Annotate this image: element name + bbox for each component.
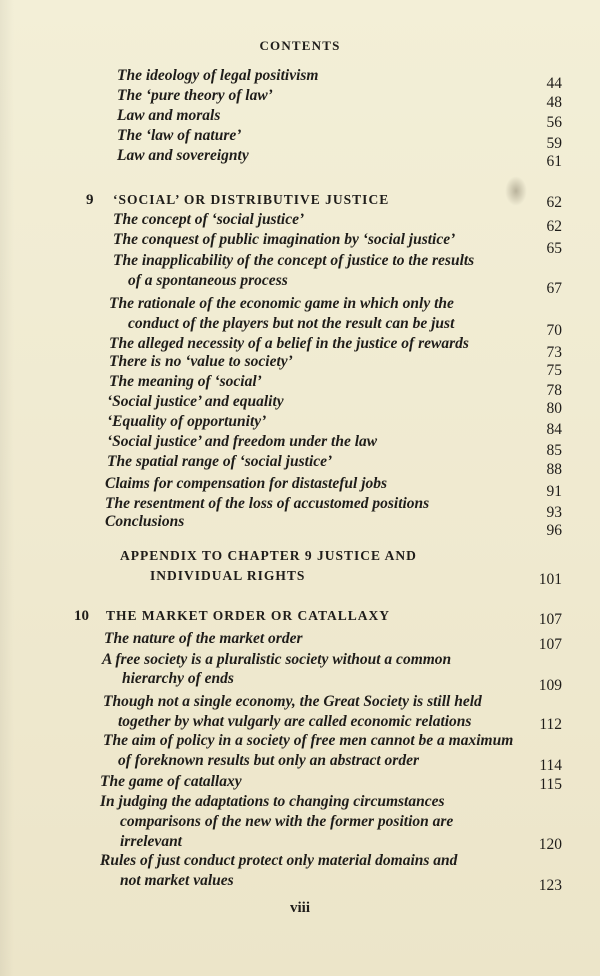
appendix-title-continued: INDIVIDUAL RIGHTS [150, 568, 306, 583]
chapter-number: 10 [74, 608, 89, 624]
toc-page-number: 115 [539, 776, 562, 793]
chapter-title: ‘SOCIAL’ OR DISTRIBUTIVE JUSTICE [113, 192, 390, 207]
toc-entry-continued: hierarchy of ends [122, 670, 234, 687]
toc-page-number: 70 [546, 322, 562, 339]
toc-entry-continued: not market values [120, 872, 234, 889]
toc-entry: The conquest of public imagination by ‘social justice’ [113, 231, 456, 248]
toc-page-number: 78 [546, 382, 562, 399]
toc-entry: The resentment of the loss of accustomed positions [105, 495, 430, 512]
toc-entry: ‘Social justice’ and freedom under the law [107, 433, 378, 450]
toc-entry: The ‘law of nature’ [117, 127, 242, 144]
toc-page-number: 80 [546, 400, 562, 417]
toc-entry: The spatial range of ‘social justice’ [107, 453, 333, 470]
chapter-page-number: 62 [546, 194, 562, 211]
toc-entry: A free society is a pluralistic society without a common [102, 651, 452, 668]
toc-entry-continued: conduct of the players but not the result can be just [128, 315, 455, 332]
toc-page-number: 44 [546, 75, 562, 92]
toc-entry: The ‘pure theory of law’ [117, 87, 273, 104]
toc-page-number: 59 [546, 135, 562, 152]
toc-page-number: 114 [539, 757, 562, 774]
toc-page-number: 91 [546, 483, 562, 500]
toc-entry: ‘Equality of opportunity’ [107, 413, 267, 430]
chapter-page-number: 107 [538, 611, 562, 628]
toc-entry-continued: together by what vulgarly are called economic relations [118, 713, 472, 730]
toc-entry: The nature of the market order [104, 630, 303, 647]
toc-page-number: 88 [546, 461, 562, 478]
folio-page-number: viii [289, 900, 310, 916]
toc-entry: The ideology of legal positivism [117, 67, 319, 84]
toc-entry: Rules of just conduct protect only material domains and [100, 852, 458, 869]
toc-page-number: 96 [546, 522, 562, 539]
toc-page-number: 107 [538, 636, 562, 653]
toc-page-number: 67 [546, 280, 562, 297]
toc-page-number: 61 [546, 153, 562, 170]
toc-page-number: 112 [539, 716, 562, 733]
toc-entry: There is no ‘value to society’ [109, 353, 293, 370]
toc-page-number: 62 [546, 218, 562, 235]
toc-entry: Though not a single economy, the Great Society is still held [103, 693, 482, 710]
toc-page-number: 84 [546, 421, 562, 438]
toc-entry: Law and sovereignty [117, 147, 249, 164]
appendix-title: APPENDIX TO CHAPTER 9 JUSTICE AND [120, 548, 417, 563]
toc-entry-continued: of foreknown results but only an abstract order [118, 752, 420, 769]
toc-entry: The meaning of ‘social’ [109, 373, 262, 390]
toc-entry: The rationale of the economic game in which only the [109, 295, 454, 312]
toc-page-number: 75 [546, 362, 562, 379]
toc-page-number: 123 [538, 877, 562, 894]
appendix-page-number: 101 [538, 571, 562, 588]
toc-entry: In judging the adaptations to changing circumstances [100, 793, 445, 810]
toc-page-number: 56 [546, 114, 562, 131]
toc-page-number: 120 [538, 836, 562, 853]
toc-entry-continued: irrelevant [120, 833, 182, 850]
toc-entry-continued: of a spontaneous process [128, 272, 288, 289]
toc-page-number: 73 [546, 344, 562, 361]
toc-entry: The inapplicability of the concept of justice to the results [113, 252, 475, 269]
toc-page-number: 93 [546, 504, 562, 521]
toc-entry: The game of catallaxy [100, 773, 242, 790]
toc-entry: The aim of policy in a society of free men cannot be a maximum [103, 732, 514, 749]
toc-entry: Conclusions [105, 513, 185, 530]
toc-entry: The alleged necessity of a belief in the justice of rewards [109, 335, 469, 352]
toc-page-number: 48 [546, 94, 562, 111]
chapter-number: 9 [86, 192, 94, 208]
toc-entry: Law and morals [117, 107, 221, 124]
toc-page-number: 109 [538, 677, 562, 694]
toc-entry-continued: comparisons of the new with the former position are [120, 813, 454, 830]
chapter-title: THE MARKET ORDER OR CATALLAXY [106, 608, 391, 623]
toc-entry: ‘Social justice’ and equality [107, 393, 284, 410]
toc-page-number: 85 [546, 442, 562, 459]
toc-page-number: 65 [546, 240, 562, 257]
running-head: CONTENTS [259, 38, 341, 53]
toc-entry: Claims for compensation for distasteful jobs [105, 475, 388, 492]
toc-entry: The concept of ‘social justice’ [113, 211, 305, 228]
